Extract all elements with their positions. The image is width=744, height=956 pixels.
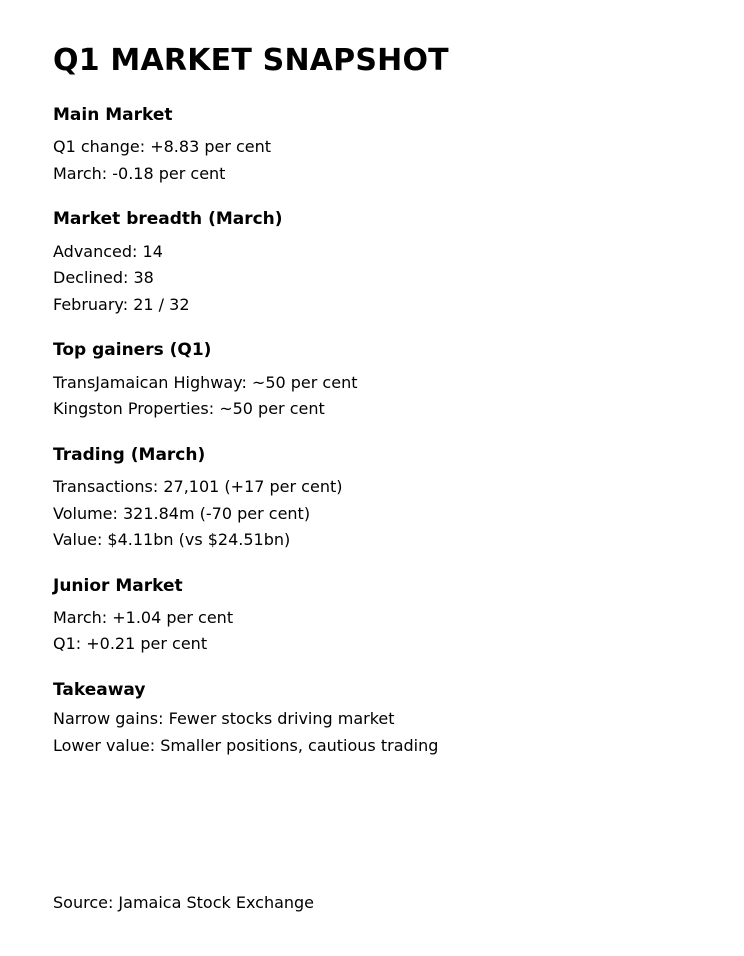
section-heading: Trading (March) (53, 444, 206, 465)
section-main-market (53, 105, 692, 187)
section-line: March: +1.04 per cent (53, 607, 234, 627)
section-market-breadth (53, 209, 692, 318)
section-line: Declined: 38 (53, 268, 154, 288)
section-heading: Market breadth (March) (53, 209, 283, 230)
page-title: Q1 MARKET SNAPSHOT (53, 43, 449, 78)
section-heading: Main Market (53, 105, 173, 125)
section-line: Lower value: Smaller positions, cautious trading (53, 735, 439, 755)
section-line: Value: $4.11bn (vs $24.51bn) (53, 530, 291, 550)
section-heading: Takeaway (53, 679, 146, 700)
section-takeaway (53, 680, 692, 759)
section-line: Narrow gains: Fewer stocks driving market (53, 709, 395, 729)
section-junior-market (53, 576, 692, 658)
section-line: February: 21 / 32 (53, 294, 190, 314)
section-heading: Top gainers (Q1) (53, 340, 212, 361)
section-line: Q1 change: +8.83 per cent (53, 137, 272, 157)
section-line: TransJamaican Highway: ~50 per cent (53, 372, 358, 392)
section-top-gainers (53, 340, 692, 422)
section-trading (53, 445, 692, 554)
section-heading: Junior Market (53, 575, 183, 596)
section-line: Kingston Properties: ~50 per cent (53, 399, 325, 419)
section-line: Q1: +0.21 per cent (53, 634, 208, 654)
section-line: Transactions: 27,101 (+17 per cent) (53, 477, 343, 497)
source-attribution: Source: Jamaica Stock Exchange (53, 893, 315, 912)
section-line: Advanced: 14 (53, 241, 163, 261)
section-line: Volume: 321.84m (-70 per cent) (53, 503, 311, 523)
section-line: March: -0.18 per cent (53, 163, 226, 183)
